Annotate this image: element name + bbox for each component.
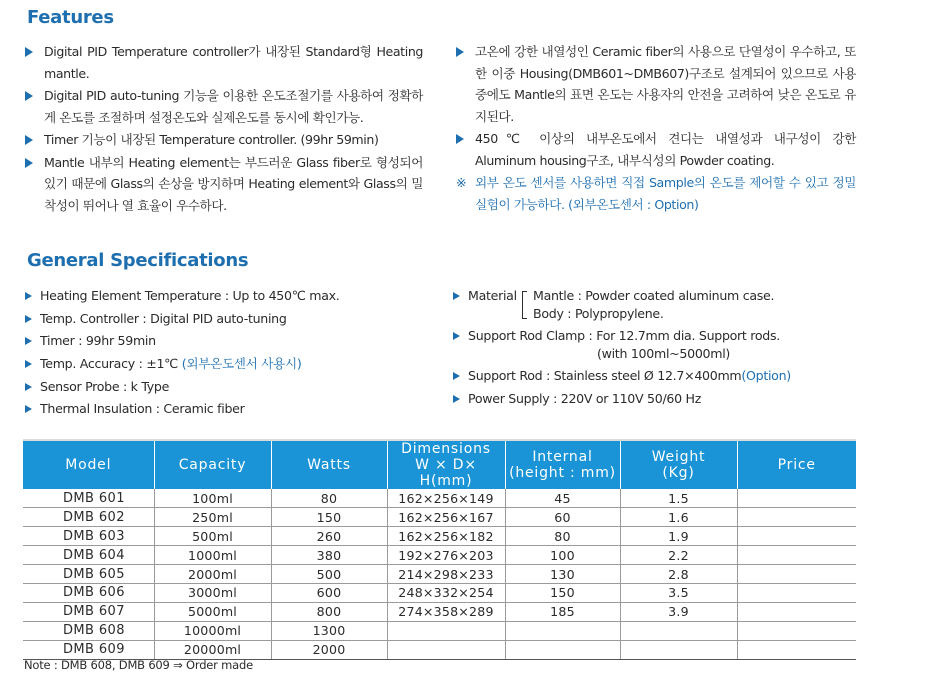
table-row [23, 508, 856, 527]
header-model: Model [23, 441, 154, 489]
material-mantle: Mantle : Powder coated aluminum case. [533, 288, 775, 303]
cell-capacity: 100ml [154, 489, 271, 508]
spec-item-support-rod: Support Rod : Stainless steel Ø 12.7×400mm(Option) [453, 366, 873, 389]
cell-price [737, 583, 856, 602]
bullet-triangle-icon [453, 332, 460, 340]
model-table [23, 441, 856, 660]
cell-dimensions [387, 621, 505, 640]
spec-item: Temp. Accuracy : ±1℃ (외부온도센서 사용시) [25, 354, 425, 377]
cell-watts: 800 [271, 602, 387, 621]
clamp-line1: Support Rod Clamp : For 12.7mm dia. Support rods. [468, 328, 780, 343]
cell-dimensions: 162×256×182 [387, 527, 505, 546]
table-row [23, 489, 856, 508]
bullet-triangle-icon [453, 395, 460, 403]
cell-price [737, 527, 856, 546]
header-price: Price [737, 441, 856, 489]
specs-left-list [25, 286, 425, 422]
features-right-list [456, 41, 856, 216]
clamp-line2: (with 100ml~5000ml) [597, 346, 731, 361]
cell-capacity: 10000ml [154, 621, 271, 640]
cell-weight [620, 621, 737, 640]
spec-option-note: (Option) [741, 368, 791, 383]
feature-item: Digital PID auto-tuning 기능을 이용한 온도조절기를 사용하여 정확하게 온도를 조절하며 설정온도와 실제온도를 동시에 확인가능. [25, 85, 423, 128]
feature-note: ※ 외부 온도 센서를 사용하면 직접 Sample의 온도를 제어할 수 있고 정밀 실험이 가능하다. (외부온도센서 : Option) [456, 172, 856, 215]
bracket-icon [522, 291, 527, 319]
bullet-triangle-icon [25, 47, 33, 57]
cell-dimensions: 162×256×149 [387, 489, 505, 508]
bullet-triangle-icon [25, 405, 32, 413]
header-watts: Watts [271, 441, 387, 489]
cell-dimensions [387, 640, 505, 659]
cell-model: DMB 606 [23, 583, 154, 602]
cell-price [737, 602, 856, 621]
bullet-triangle-icon [25, 337, 32, 345]
cell-weight [620, 640, 737, 659]
table-row [23, 565, 856, 584]
cell-model: DMB 608 [23, 621, 154, 640]
cell-dimensions: 274×358×289 [387, 602, 505, 621]
table-row [23, 602, 856, 621]
cell-model: DMB 609 [23, 640, 154, 659]
material-body: Body : Polypropylene. [533, 306, 664, 321]
cell-capacity: 20000ml [154, 640, 271, 659]
features-heading: Features [27, 7, 114, 28]
bullet-triangle-icon [453, 292, 460, 300]
feature-item: Mantle 내부의 Heating element는 부드러운 Glass fiber로 형성되어 있기 때문에 Glass의 손상을 방지하며 Heating element와 Glass의 밀착성이 뛰어나 열 효율이 우수하다. [25, 152, 423, 217]
cell-watts: 260 [271, 527, 387, 546]
cell-internal [505, 640, 620, 659]
cell-model: DMB 602 [23, 508, 154, 527]
cell-internal: 100 [505, 546, 620, 565]
bullet-triangle-icon [456, 134, 464, 144]
header-capacity: Capacity [154, 441, 271, 489]
specs-right-list [453, 286, 873, 411]
bullet-triangle-icon [453, 372, 460, 380]
table-row [23, 527, 856, 546]
cell-internal: 150 [505, 583, 620, 602]
cell-model: DMB 607 [23, 602, 154, 621]
table-row [23, 640, 856, 659]
cell-watts: 1300 [271, 621, 387, 640]
cell-capacity: 500ml [154, 527, 271, 546]
cell-watts: 380 [271, 546, 387, 565]
spec-item-material [453, 286, 873, 326]
material-label: Material [468, 288, 517, 303]
cell-capacity: 1000ml [154, 546, 271, 565]
cell-model: DMB 601 [23, 489, 154, 508]
cell-model: DMB 604 [23, 546, 154, 565]
cell-weight: 3.9 [620, 602, 737, 621]
spec-item: Sensor Probe : k Type [25, 377, 425, 400]
cell-dimensions: 192×276×203 [387, 546, 505, 565]
cell-weight: 3.5 [620, 583, 737, 602]
table-row [23, 583, 856, 602]
cell-weight: 1.9 [620, 527, 737, 546]
cell-watts: 600 [271, 583, 387, 602]
footnote: Note : DMB 608, DMB 609 ⇒ Order made [24, 658, 253, 672]
cell-model: DMB 605 [23, 565, 154, 584]
bullet-triangle-icon [25, 91, 33, 101]
header-internal: Internal (height : mm) [505, 441, 620, 489]
cell-price [737, 640, 856, 659]
header-weight: Weight (Kg) [620, 441, 737, 489]
bullet-triangle-icon [25, 158, 33, 168]
cell-dimensions: 248×332×254 [387, 583, 505, 602]
cell-internal [505, 621, 620, 640]
bullet-triangle-icon [25, 383, 32, 391]
cell-watts: 80 [271, 489, 387, 508]
cell-watts: 500 [271, 565, 387, 584]
cell-price [737, 546, 856, 565]
spec-item-power: Power Supply : 220V or 110V 50/60 Hz [453, 389, 873, 412]
cell-internal: 45 [505, 489, 620, 508]
bullet-triangle-icon [25, 292, 32, 300]
cell-watts: 150 [271, 508, 387, 527]
cell-capacity: 2000ml [154, 565, 271, 584]
bullet-triangle-icon [25, 360, 32, 368]
bullet-triangle-icon [25, 315, 32, 323]
cell-internal: 60 [505, 508, 620, 527]
cell-weight: 2.8 [620, 565, 737, 584]
cell-capacity: 5000ml [154, 602, 271, 621]
header-dimensions: Dimensions W × D× H(mm) [387, 441, 505, 489]
spec-item: Timer : 99hr 59min [25, 331, 425, 354]
bullet-triangle-icon [456, 47, 464, 57]
feature-item: 고온에 강한 내열성인 Ceramic fiber의 사용으로 단열성이 우수하고, 또한 이중 Housing(DMB601~DMB607)구조로 설계되어 있으므로 사용중에도 Mantle의 표면 온도는 사용자의 안전을 고려하여 낮은 온도로 유지된다. [456, 41, 856, 127]
cell-dimensions: 214×298×233 [387, 565, 505, 584]
cell-internal: 80 [505, 527, 620, 546]
cell-price [737, 621, 856, 640]
cell-price [737, 489, 856, 508]
cell-price [737, 508, 856, 527]
specs-heading: General Specifications [27, 250, 249, 271]
table-row [23, 546, 856, 565]
spec-item: Thermal Insulation : Ceramic fiber [25, 399, 425, 422]
table-header-row [23, 441, 856, 489]
cell-model: DMB 603 [23, 527, 154, 546]
spec-item: Temp. Controller : Digital PID auto-tuning [25, 309, 425, 332]
spec-item-clamp [453, 326, 873, 366]
cell-watts: 2000 [271, 640, 387, 659]
reference-mark-icon: ※ [456, 175, 467, 190]
cell-internal: 130 [505, 565, 620, 584]
cell-dimensions: 162×256×167 [387, 508, 505, 527]
feature-item: 450℃ 이상의 내부온도에서 견디는 내열성과 내구성이 강한 Aluminum housing구조, 내부식성의 Powder coating. [456, 128, 856, 171]
spec-item: Heating Element Temperature : Up to 450℃ max. [25, 286, 425, 309]
table-row [23, 621, 856, 640]
table-body [23, 489, 856, 659]
spec-option-note: (외부온도센서 사용시) [181, 356, 302, 372]
cell-weight: 2.2 [620, 546, 737, 565]
cell-capacity: 250ml [154, 508, 271, 527]
feature-item: Digital PID Temperature controller가 내장된 Standard형 Heating mantle. [25, 41, 423, 84]
cell-price [737, 565, 856, 584]
bullet-triangle-icon [25, 135, 33, 145]
cell-weight: 1.6 [620, 508, 737, 527]
feature-item: Timer 기능이 내장된 Temperature controller. (99hr 59min) [25, 129, 423, 151]
cell-internal: 185 [505, 602, 620, 621]
features-left-list [25, 41, 423, 217]
cell-capacity: 3000ml [154, 583, 271, 602]
cell-weight: 1.5 [620, 489, 737, 508]
